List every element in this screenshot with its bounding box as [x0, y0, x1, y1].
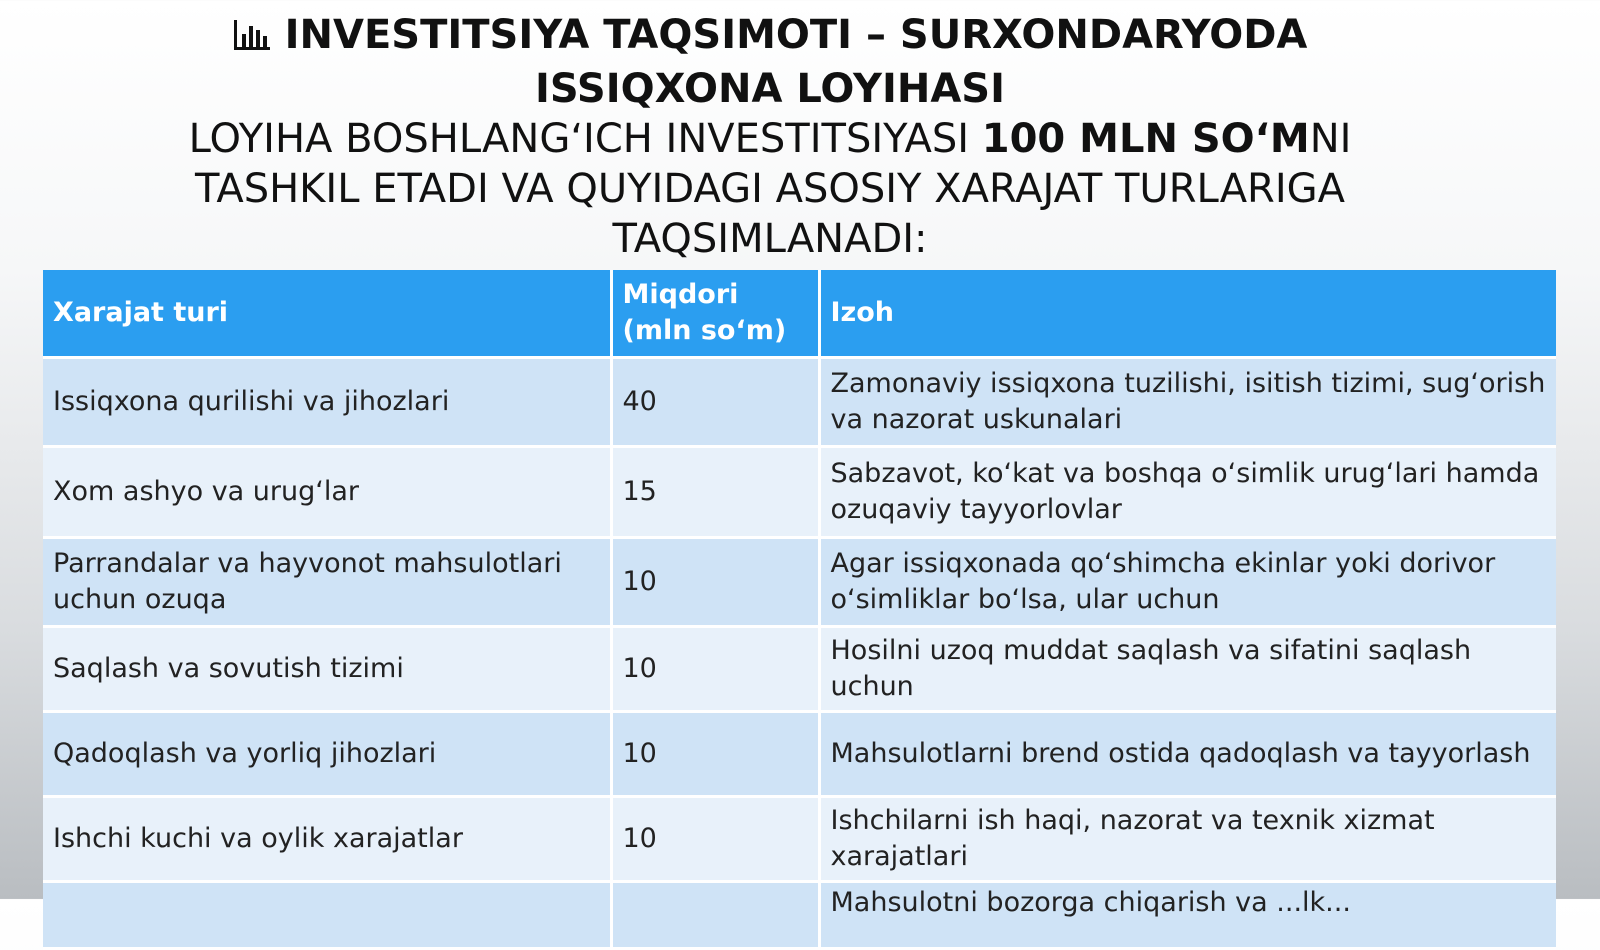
subtitle-line-2: TASHKIL ETADI VA QUYIDAGI ASOSIY XARAJAT TURLARIGA — [195, 166, 1345, 212]
cell-amount: 40 — [611, 358, 819, 447]
cell-amount — [611, 882, 819, 949]
subtitle-line-1 — [60, 114, 1480, 164]
cell-note: Mahsulotlarni brend ostida qadoqlash va tayyorlash — [819, 712, 1556, 797]
subtitle-suffix: NI — [1309, 116, 1352, 162]
cell-type: Qadoqlash va yorliq jihozlari — [43, 712, 611, 797]
subtitle-line-3: TAQSIMLANADI: — [612, 216, 928, 262]
cell-note: Ishchilarni ish haqi, nazorat va texnik xizmat xarajatlari — [819, 797, 1556, 882]
cell-amount: 10 — [611, 627, 819, 712]
table-header-row — [43, 270, 1556, 358]
slide-title — [60, 10, 1480, 64]
table-row — [43, 797, 1556, 882]
column-header-note: Izoh — [819, 270, 1556, 358]
cell-note: Agar issiqxonada qo‘shimcha ekinlar yoki dorivor o‘simliklar bo‘lsa, ular uchun — [819, 538, 1556, 627]
investment-amount: 100 MLN SO‘M — [981, 116, 1310, 162]
cell-note: Mahsulotni bozorga chiqarish va ...lk... — [819, 882, 1556, 949]
cell-note: Zamonaviy issiqxona tuzilishi, isitish tizimi, sug‘orish va nazorat uskunalari — [819, 358, 1556, 447]
cell-amount: 15 — [611, 447, 819, 538]
subtitle-prefix: LOYIHA BOSHLANG‘ICH INVESTITSIYASI — [188, 116, 970, 162]
cell-note: Hosilni uzoq muddat saqlash va sifatini saqlash uchun — [819, 627, 1556, 712]
title-line-1: INVESTITSIYA TAQSIMOTI – SURXONDARYODA — [284, 12, 1308, 58]
cell-type: Ishchi kuchi va oylik xarajatlar — [43, 797, 611, 882]
cell-type: Saqlash va sovutish tizimi — [43, 627, 611, 712]
cell-note: Sabzavot, ko‘kat va boshqa o‘simlik urug‘lari hamda ozuqaviy tayyorlovlar — [819, 447, 1556, 538]
column-header-amount: Miqdori (mln so‘m) — [611, 270, 819, 358]
bar-chart-icon — [233, 14, 271, 64]
cell-type: Parrandalar va hayvonot mahsulotlari uchun ozuqa — [43, 538, 611, 627]
table-row — [43, 712, 1556, 797]
table-row — [43, 538, 1556, 627]
title-block — [60, 10, 1480, 264]
column-header-type: Xarajat turi — [43, 270, 611, 358]
table-row — [43, 447, 1556, 538]
cell-amount: 10 — [611, 797, 819, 882]
cell-amount: 10 — [611, 538, 819, 627]
cell-amount: 10 — [611, 712, 819, 797]
cell-type: Issiqxona qurilishi va jihozlari — [43, 358, 611, 447]
cell-type: Xom ashyo va urug‘lar — [43, 447, 611, 538]
table-row — [43, 882, 1556, 949]
cell-type — [43, 882, 611, 949]
table-row — [43, 358, 1556, 447]
table-row — [43, 627, 1556, 712]
cost-table — [43, 270, 1556, 950]
title-line-2: ISSIQXONA LOYIHASI — [535, 66, 1005, 112]
